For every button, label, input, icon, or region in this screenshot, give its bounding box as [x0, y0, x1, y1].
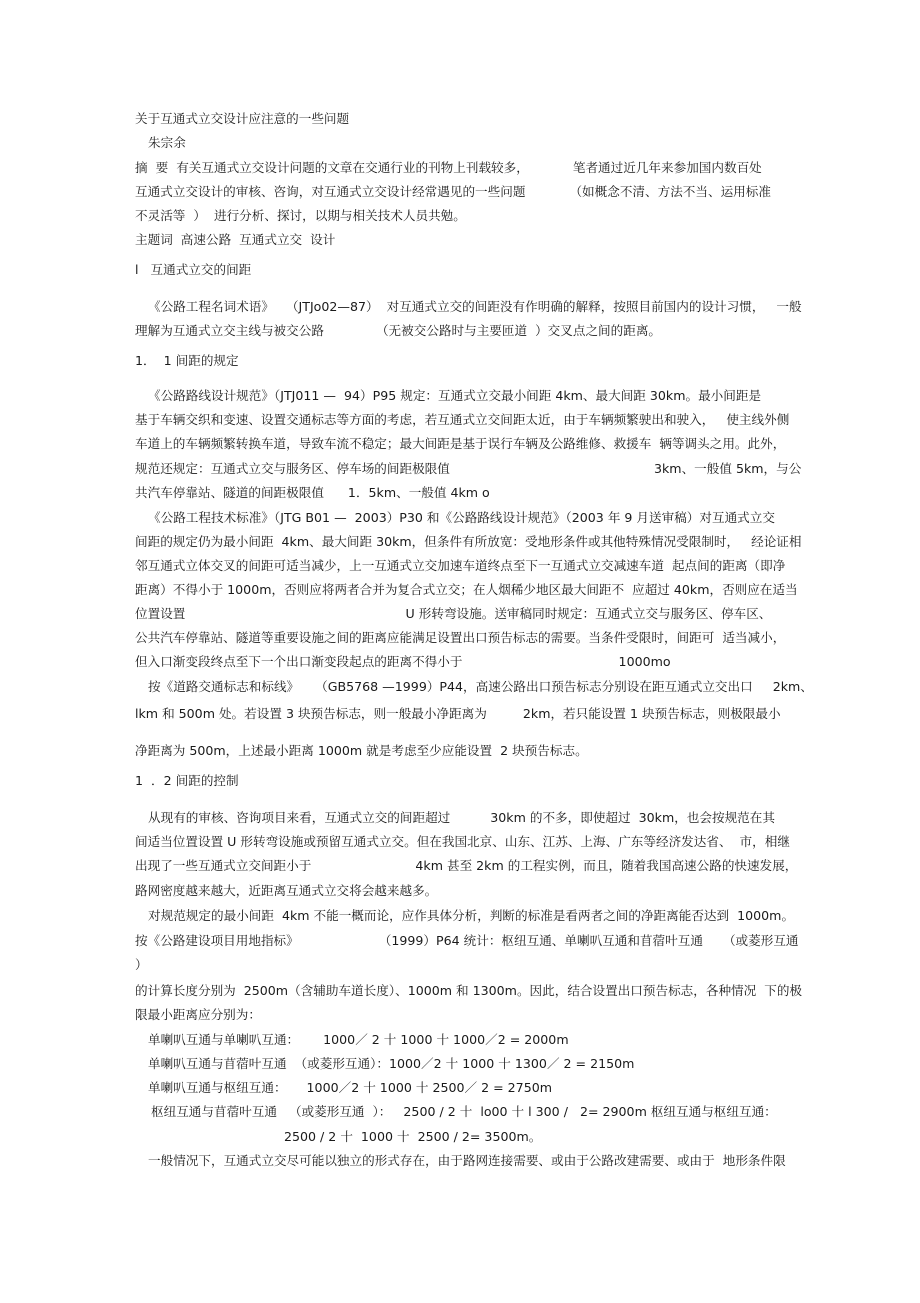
paragraph-line: 从现有的审核、咨询项目来看，互通式立交的间距超过 30km 的不多，即使超过 30km，也会按规范在其 — [148, 810, 775, 825]
paragraph-line: 共汽车停靠站、隧道的间距极限值 1．5km、一般值 4km o — [135, 485, 490, 500]
paragraph-line: 车道上的车辆频繁转换车道，导致车流不稳定；最大间距是基于误行车辆及公路维修、救援车 辆等调头之用。此外， — [135, 436, 786, 451]
author-name: 朱宗余 — [148, 135, 186, 150]
paragraph-line: lkm 和 500m 处。若设置 3 块预告标志，则一般最小净距离为 2km，若只能设置 1 块预告标志，则极限最小 — [135, 706, 781, 721]
paragraph-line: 限最小距离应分别为： — [135, 1007, 261, 1022]
paragraph-line: 《公路工程技术标准》（JTG B01 — 2003）P30 和《公路路线设计规范》（2003 年 9 月送审稿）对互通式立交 — [148, 510, 775, 525]
paragraph-line: 但入口渐变段终点至下一个出口渐变段起点的距离不得小于 1000mo — [135, 654, 671, 669]
paragraph-line: 基于车辆交织和变速、设置交通标志等方面的考虑，若互通式立交间距太近，由于车辆频繁驶出和驶入， 使主线外侧 — [135, 412, 790, 427]
paragraph-line: 距离）不得小于 1000m，否则应将两者合并为复合式立交；在人烟稀少地区最大间距不 应超过 40km，否则应在适当 — [135, 582, 798, 597]
formula-line: 单喇叭互通与苜蓿叶互通 （或菱形互通）：1000／2 十 1000 十 1300／ 2 = 2150m — [148, 1056, 635, 1071]
formula-line: 单喇叭互通与单喇叭互通： 1000／ 2 十 1000 十 1000／2 = 2000m — [148, 1032, 569, 1047]
formula-line: 单喇叭互通与枢纽互通： 1000／2 十 1000 十 2500／ 2 = 2750m — [148, 1080, 552, 1095]
paragraph-line: 路网密度越来越大，近距离互通式立交将会越来越多。 — [135, 883, 438, 898]
paragraph-line: 净距离为 500m，上述最小距离 1000m 就是考虑至少应能设置 2 块预告标志。 — [135, 743, 588, 758]
paragraph-line: 按《道路交通标志和标线》 （GB5768 —1999）P44，高速公路出口预告标志分别设在距互通式立交出口 2km、 — [148, 679, 813, 694]
paragraph-line: 公共汽车停靠站、隧道等重要设施之间的距离应能满足设置出口预告标志的需要。当条件受限时，间距可 适当减小， — [135, 630, 786, 645]
paragraph-line: 出现了一些互通式立交间距小于 4km 甚至 2km 的工程实例，而且，随着我国高速公路的快速发展， — [135, 858, 798, 873]
article-title: 关于互通式立交设计应注意的一些问题 — [135, 111, 350, 126]
abstract-line: 摘 要 有关互通式立交设计问题的文章在交通行业的刊物上刊载较多， 笔者通过近几年来参加国内数百处 — [135, 160, 762, 175]
abstract-line: 不灵活等 ） 进行分析、探讨，以期与相关技术人员共勉。 — [135, 208, 466, 223]
section-heading: l 互通式立交的间距 — [135, 262, 252, 277]
paragraph-line: 一般情况下，互通式立交尽可能以独立的形式存在，由于路网连接需要、或由于公路改建需要、或由于 地形条件限 — [148, 1153, 786, 1168]
paragraph-line: 间距的规定仍为最小间距 4km、最大间距 30km，但条件有所放宽：受地形条件或其他特殊情况受限制时， 经论证相 — [135, 534, 802, 549]
paragraph-line: 间适当位置设置 U 形转弯设施或预留互通式立交。但在我国北京、山东、江苏、上海、广东等经济发达省、 市，相继 — [135, 834, 790, 849]
keywords-line: 主题词 高速公路 互通式立交 设计 — [135, 232, 336, 247]
paragraph-line: 《公路路线设计规范》（JTJ011 — 94）P95 规定：互通式立交最小间距 4km、最大间距 30km。最小间距是 — [148, 388, 762, 403]
subsection-heading: 1． 1 间距的规定 — [135, 353, 239, 368]
paragraph-line: 《公路工程名词术语》 （JTJo02—87） 对互通式立交的间距没有作明确的解释，按照目前国内的设计习惯， 一般 — [148, 299, 802, 314]
paragraph-line: 理解为互通式立交主线与被交公路 （无被交公路时与主要匝道 ）交叉点之间的距离。 — [135, 323, 662, 338]
abstract-line: 互通式立交设计的审核、咨询，对互通式立交设计经常遇见的一些问题 （如概念不清、方法不当、运用标准 — [135, 184, 771, 199]
paragraph-line: 规范还规定：互通式立交与服务区、停车场的间距极限值 3km、一般值 5km，与公 — [135, 461, 802, 476]
paragraph-line: 按《公路建设项目用地指标》 （1999）P64 统计：枢纽互通、单喇叭互通和苜蓿叶互通 （或菱形互通 — [135, 933, 799, 948]
formula-line: 2500 / 2 十 1000 十 2500 / 2= 3500m。 — [284, 1129, 542, 1144]
paragraph-line: ） — [135, 957, 148, 972]
subsection-heading: 1 ．2 间距的控制 — [135, 773, 239, 788]
paragraph-line: 邻互通式立体交叉的间距可适当减少，上一互通式立交加速车道终点至下一互通式立交减速车道 起点间的距离（即净 — [135, 558, 786, 573]
paragraph-line: 的计算长度分别为 2500m（含辅助车道长度）、1000m 和 1300m。因此，结合设置出口预告标志，各种情况 下的极 — [135, 983, 803, 998]
formula-line: 枢纽互通与苜蓿叶互通 （或菱形互通 ）： 2500 / 2 十 lo00 十 l 300 / 2= 2900m 枢纽互通与枢纽互通： — [151, 1104, 777, 1119]
paragraph-line: 对规范规定的最小间距 4km 不能一概而论，应作具体分析，判断的标准是看两者之间的净距离能否达到 1000m。 — [148, 908, 795, 923]
paragraph-line: 位置设置 U 形转弯设施。送审稿同时规定：互通式立交与服务区、停车区、 — [135, 606, 772, 621]
